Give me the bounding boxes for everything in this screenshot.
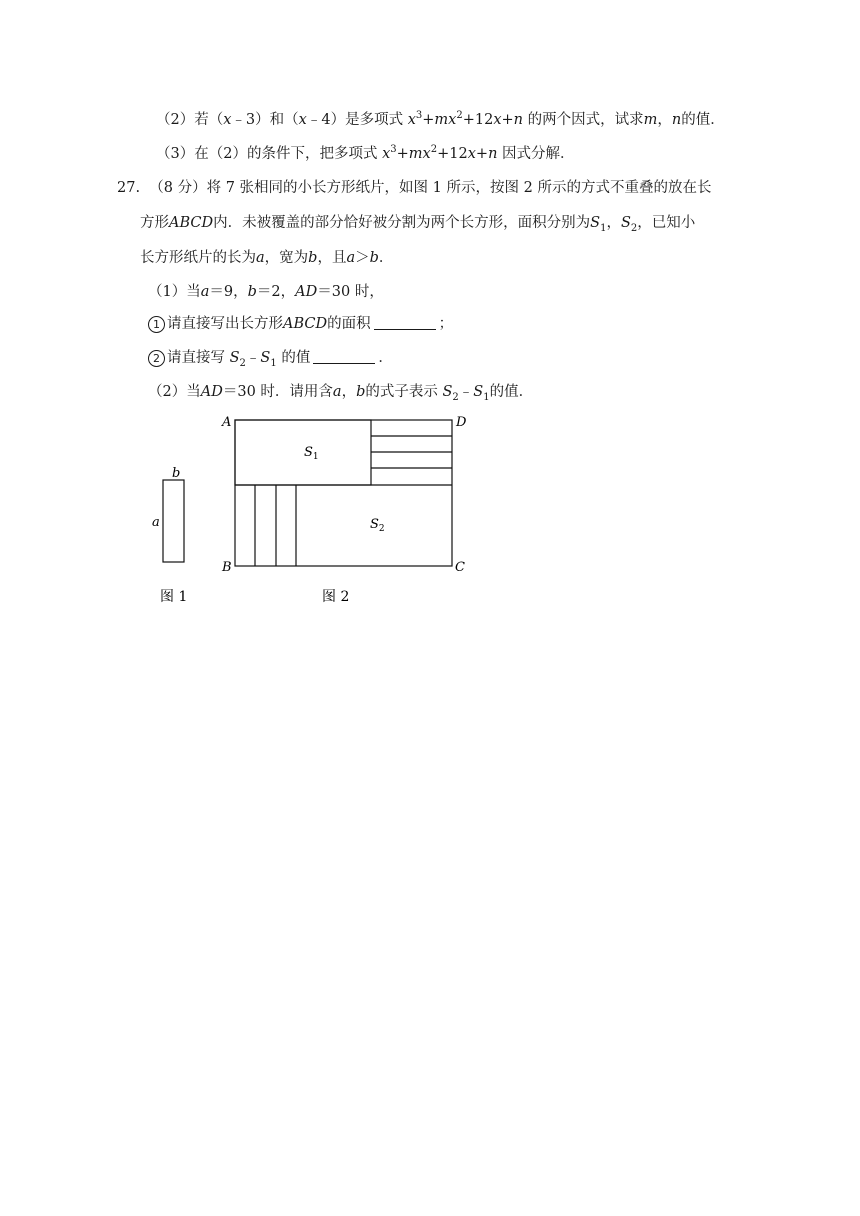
figure-diagram (150, 405, 480, 615)
q27-part1: （1）当a＝9，b＝2，AD＝30 时， (148, 284, 384, 300)
fig1-caption: 图 1 (160, 589, 188, 605)
figure-2 (221, 415, 467, 605)
fig2-caption: 图 2 (322, 589, 350, 605)
region-s1 (235, 420, 371, 485)
label-s2: $S_2$ (370, 517, 385, 534)
label-s1: $S_1$ (304, 445, 319, 462)
vertex-a: A (222, 415, 232, 430)
q26-part2: （2）若（x﹣3）和（x﹣4）是多项式 $x^3+mx^2+12x+n$ 的两个因式，试求m，n的值． (156, 110, 725, 128)
question-number: 27. (117, 180, 141, 196)
q27-line3: 长方形纸片的长为a，宽为b，且a＞b． (140, 250, 394, 266)
answer-blank-2[interactable] (313, 349, 375, 364)
small-rectangle (163, 480, 184, 562)
circled-number-1: 1 (148, 316, 165, 333)
vertex-c: C (455, 560, 465, 575)
q27-line1: 27. （8 分）将 7 张相同的小长方形纸片，如图 1 所示，按图 2 所示的方式不重叠的放在长 (117, 180, 712, 196)
q26-part3: （3）在（2）的条件下，把多项式 $x^3+mx^2+12x+n$ 因式分解． (156, 144, 575, 162)
q27-sub2: 2 请直接写 $S_2﹣S_1$ 的值 ． (148, 348, 393, 368)
vertex-b: B (222, 560, 232, 575)
circled-number-2: 2 (148, 350, 165, 367)
q27-part2: （2）当AD＝30 时．请用含a，b的式子表示 $S_2﹣S_1$的值． (148, 384, 534, 403)
rectangle-abcd (235, 420, 452, 566)
fig1-label-b: b (172, 466, 181, 481)
fig1-label-a: a (152, 515, 160, 530)
vertex-d: D (456, 415, 467, 430)
q27-sub1: 1 请直接写出长方形ABCD的面积 ； (148, 314, 453, 334)
answer-blank-1[interactable] (374, 315, 436, 330)
figure-1 (152, 466, 187, 605)
q27-line2: 方形ABCD内．未被覆盖的部分恰好被分割为两个长方形，面积分别为$S_1$，$S_2$，已知小 (140, 215, 696, 234)
